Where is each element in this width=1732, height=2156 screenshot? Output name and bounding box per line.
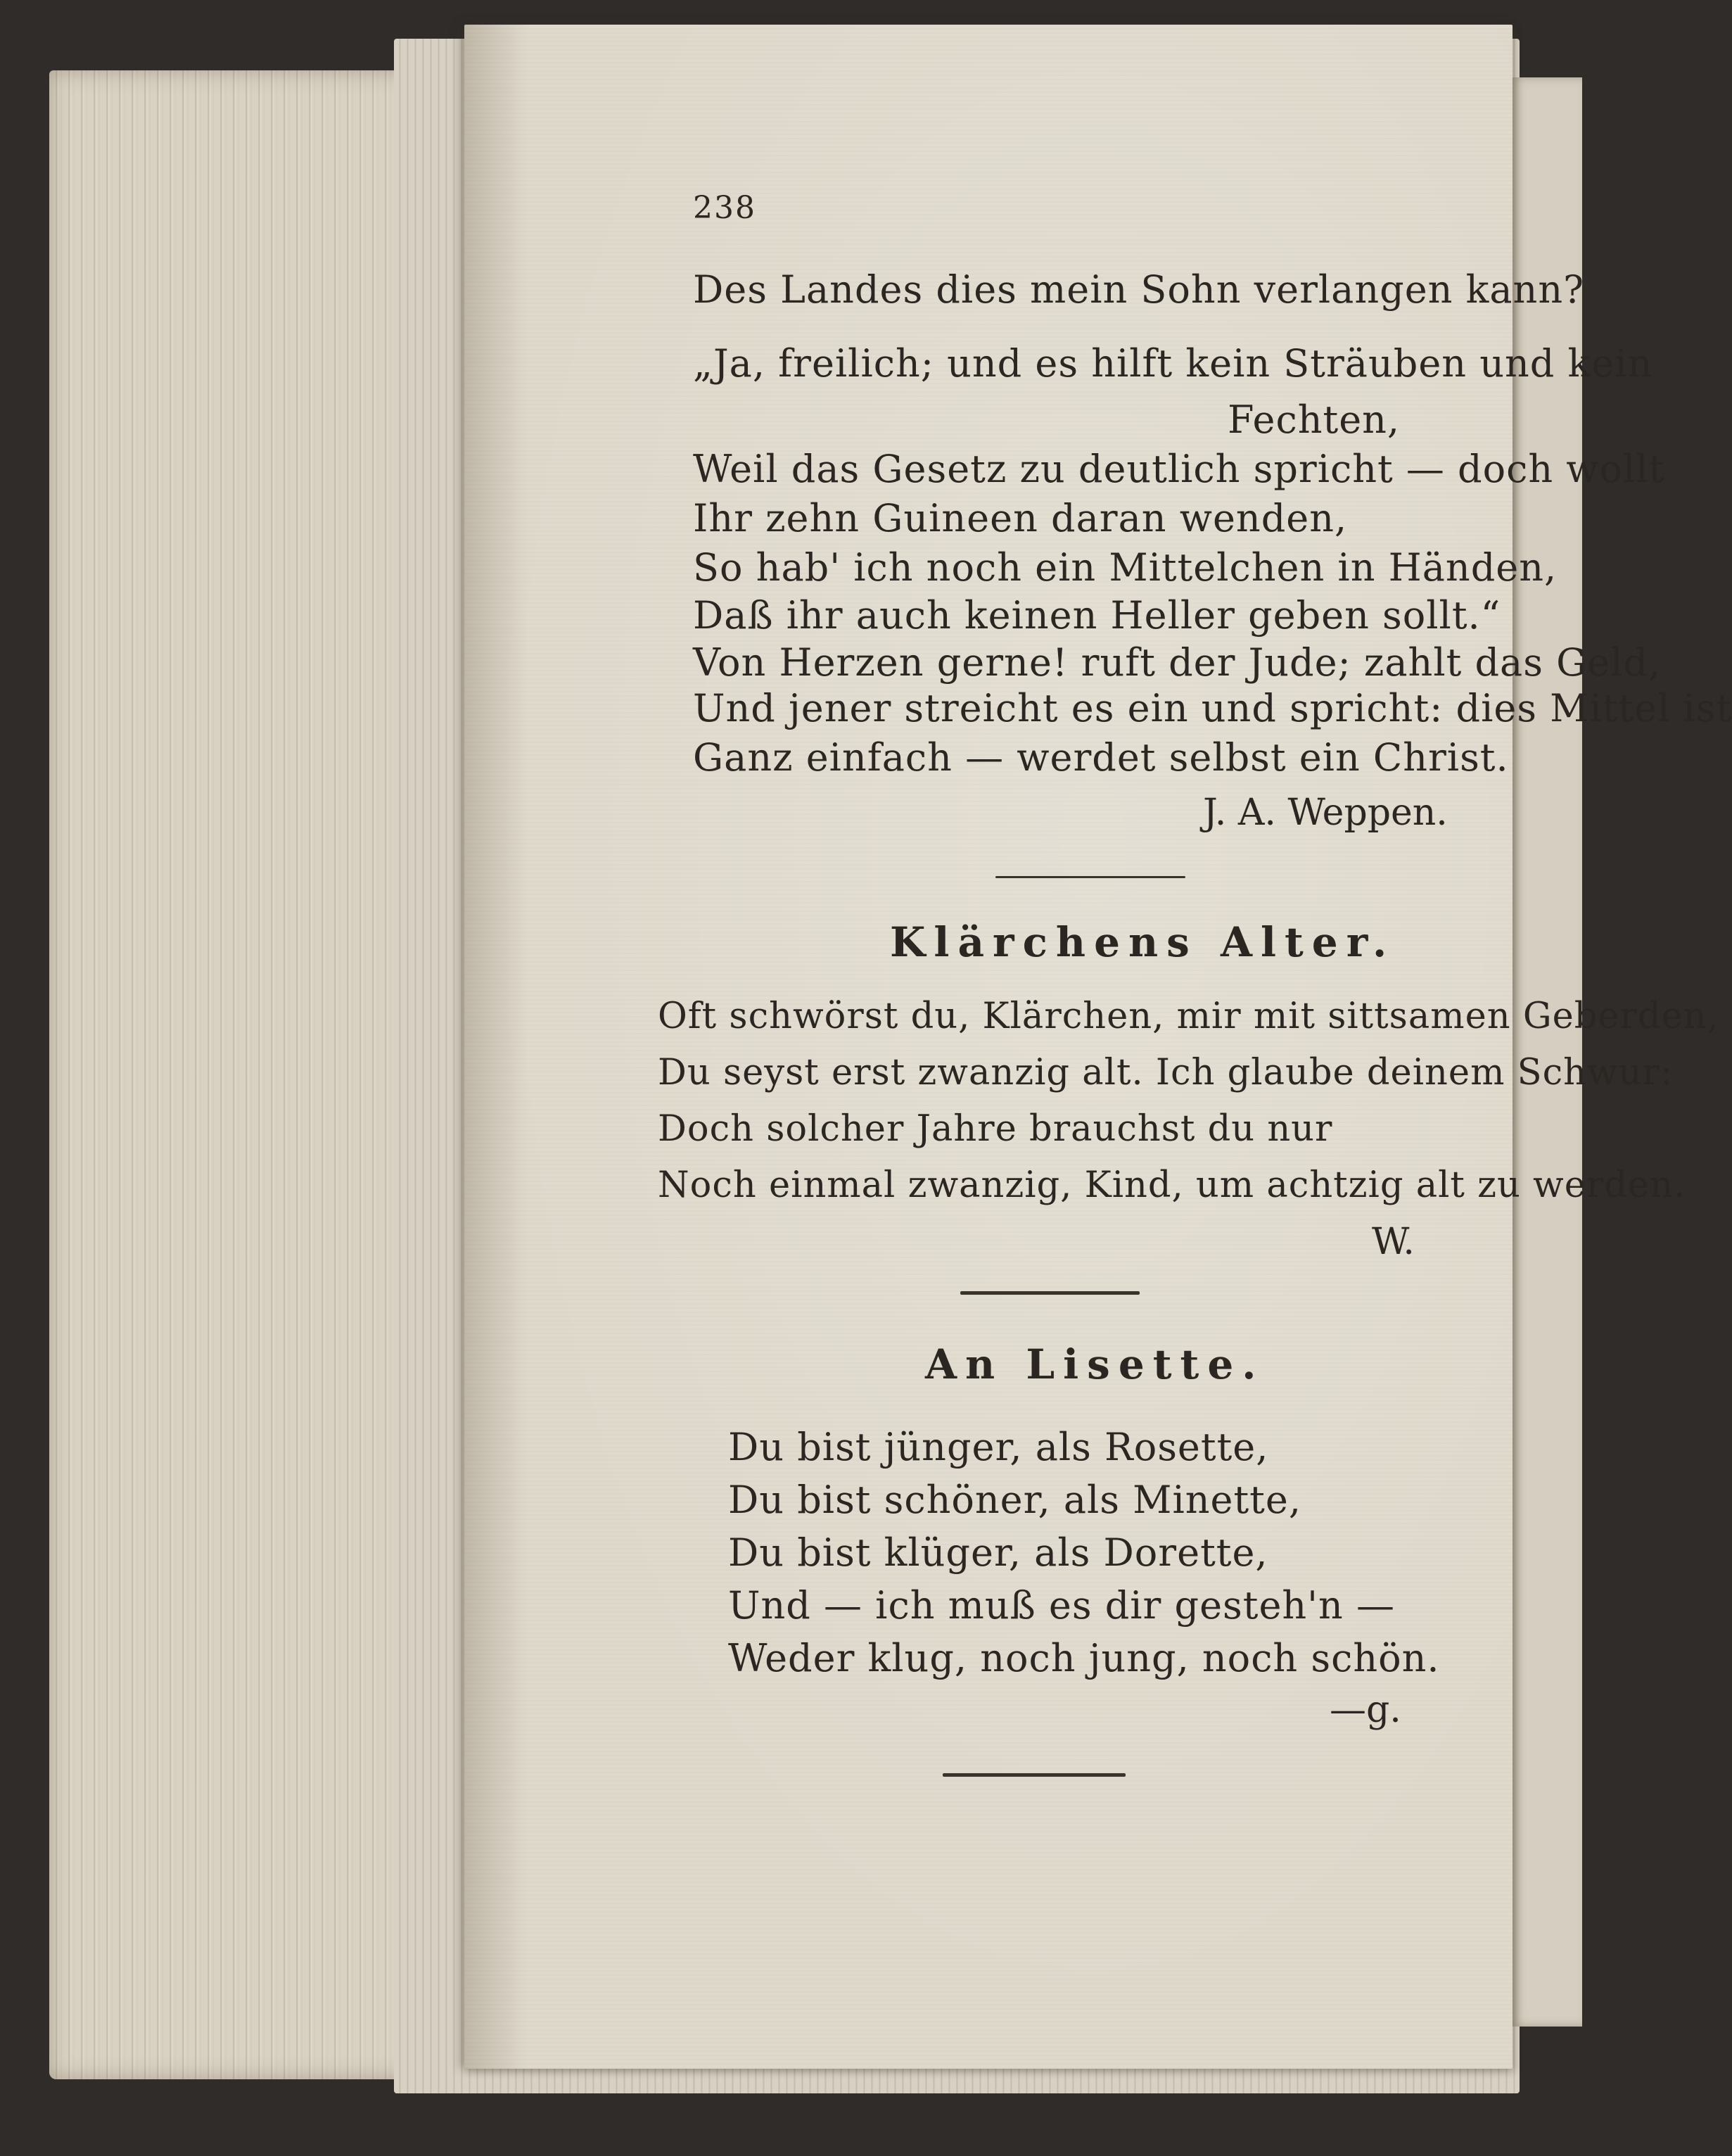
page-number: 238 bbox=[693, 190, 756, 226]
poem-3-line: Du bist klüger, als Dorette, bbox=[728, 1530, 1268, 1575]
poem-1-line: Weil das Gesetz zu deutlich spricht — doch wollt bbox=[693, 447, 1665, 491]
poem-3-line: Du bist schöner, als Minette, bbox=[728, 1478, 1302, 1522]
section-divider bbox=[943, 1773, 1126, 1777]
poem-1-line: So hab' ich noch ein Mittelchen in Händen, bbox=[693, 545, 1558, 590]
poem-3-signature: —g. bbox=[1330, 1689, 1401, 1731]
poem-1-line: Und jener streicht es ein und spricht: dies Mittel ist bbox=[693, 686, 1732, 730]
poem-2-signature: W. bbox=[1372, 1221, 1415, 1263]
poem-1-line: Fechten, bbox=[1228, 398, 1401, 442]
poem-2-line: Doch solcher Jahre brauchst du nur bbox=[658, 1108, 1333, 1150]
poem-2-line: Oft schwörst du, Klärchen, mir mit sittsamen Geberden, bbox=[658, 996, 1719, 1037]
poem-1-line: Ihr zehn Guineen daran wenden, bbox=[693, 496, 1348, 540]
section-divider bbox=[995, 876, 1185, 878]
poem-1-line: „Ja, freilich; und es hilft kein Sträuben und kein bbox=[693, 341, 1653, 386]
poem-3-title: An Lisette. bbox=[925, 1340, 1265, 1388]
poem-3-line: Und — ich muß es dir gesteh'n — bbox=[728, 1583, 1395, 1628]
poem-1-line: Des Landes dies mein Sohn verlangen kann? bbox=[693, 267, 1585, 312]
gutter-shadow bbox=[464, 25, 528, 2069]
poem-1-line: Von Herzen gerne! ruft der Jude; zahlt das Geld, bbox=[693, 640, 1662, 685]
book-page bbox=[464, 25, 1732, 2069]
poem-3-line: Du bist jünger, als Rosette, bbox=[728, 1425, 1269, 1469]
poem-1-line: Daß ihr auch keinen Heller geben sollt.“ bbox=[693, 593, 1501, 638]
poem-1-signature: J. A. Weppen. bbox=[1203, 792, 1448, 834]
book-page-edges bbox=[49, 70, 443, 2079]
poem-2-line: Noch einmal zwanzig, Kind, um achtzig alt zu werden. bbox=[658, 1165, 1686, 1206]
poem-2-line: Du seyst erst zwanzig alt. Ich glaube deinem Schwur: bbox=[658, 1052, 1674, 1093]
poem-3-line: Weder klug, noch jung, noch schön. bbox=[728, 1636, 1440, 1680]
poem-2-title: Klärchens Alter. bbox=[890, 918, 1396, 966]
poem-1-line: Ganz einfach — werdet selbst ein Christ. bbox=[693, 735, 1509, 780]
section-divider bbox=[960, 1291, 1140, 1295]
